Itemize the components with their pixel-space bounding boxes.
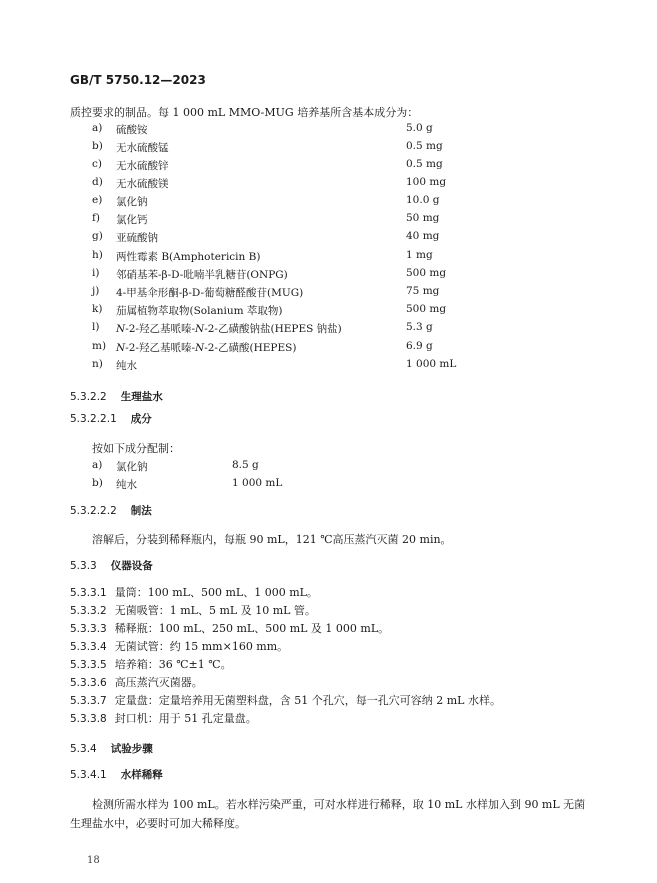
- item-text: 定量盘：定量培养用无菌塑料盘，含 51 个孔穴，每一孔穴可容纳 2 mL 水样。: [114, 694, 501, 707]
- item-name: 亚硫酸钠: [116, 232, 158, 244]
- list-item: [0, 122, 657, 134]
- item-amount: 0.5 mg: [406, 140, 443, 152]
- item-name: [116, 321, 342, 336]
- item-text: 无菌吸管：1 mL、5 mL 及 10 mL 管。: [114, 604, 316, 617]
- item-amount: 5.3 g: [406, 321, 433, 333]
- list-item: [0, 140, 657, 152]
- dilution-paragraph-line-2: 生理盐水中，必要时可加大稀释度。: [70, 817, 246, 830]
- list-item: [0, 477, 657, 489]
- list-item: [0, 285, 657, 297]
- list-item: [0, 230, 657, 242]
- item-amount: 40 mg: [406, 230, 440, 242]
- item-number: 5.3.3.5: [70, 659, 107, 671]
- list-item: [0, 249, 657, 261]
- list-item: [70, 638, 288, 654]
- item-name: 氯化钠: [116, 196, 148, 208]
- section-heading-5-3-4: [70, 741, 153, 756]
- item-label: i): [92, 267, 100, 279]
- item-label: a): [92, 122, 103, 134]
- item-amount: 75 mg: [406, 285, 440, 297]
- item-amount: 500 mg: [406, 267, 447, 279]
- item-amount: 8.5 g: [232, 459, 259, 471]
- item-number: 5.3.3.6: [70, 677, 107, 689]
- section-number: 5.3.2.2.2: [70, 505, 117, 517]
- list-item: [70, 584, 318, 600]
- section-title: 生理盐水: [120, 391, 163, 403]
- item-amount: 5.0 g: [406, 122, 433, 134]
- item-name: 氯化钙: [116, 214, 148, 226]
- item-name: 硫酸铵: [116, 124, 148, 136]
- item-number: 5.3.3.8: [70, 713, 107, 725]
- item-amount: 10.0 g: [406, 194, 440, 206]
- list-item: [0, 321, 657, 333]
- standard-code: GB/T 5750.12—2023: [70, 73, 206, 87]
- list-item: [0, 267, 657, 279]
- name-part: -2-羟乙基哌嗪-: [125, 323, 196, 335]
- item-name: 无水硫酸锰: [116, 142, 169, 154]
- item-label: f): [92, 212, 100, 224]
- section-heading-5-3-2-2-1: [70, 411, 152, 426]
- list-item: [0, 176, 657, 188]
- item-name: 两性霉素 B(Amphotericin B): [116, 251, 261, 263]
- item-label: a): [92, 459, 103, 471]
- item-number: 5.3.3.2: [70, 605, 107, 617]
- item-amount: 1 000 mL: [232, 477, 283, 489]
- item-text: 稀释瓶：100 mL、250 mL、500 mL 及 1 000 mL。: [114, 622, 390, 635]
- list-item: [0, 158, 657, 170]
- item-label: b): [92, 477, 103, 489]
- item-name: 4-甲基伞形酮-β-D-葡萄糖醛酸苷(MUG): [116, 287, 304, 299]
- item-text: 高压蒸汽灭菌器。: [114, 676, 203, 689]
- item-amount: 6.9 g: [406, 340, 433, 352]
- section-heading-5-3-2-2-2: [70, 503, 152, 518]
- item-amount: 1 mg: [406, 249, 433, 261]
- list-item: [0, 459, 657, 471]
- item-label: n): [92, 358, 103, 370]
- list-item: [70, 620, 389, 636]
- section-number: 5.3.2.2: [70, 391, 107, 403]
- preparation-text: 溶解后，分装到稀释瓶内，每瓶 90 mL，121 ℃高压蒸汽灭菌 20 min。: [92, 533, 452, 546]
- item-name: 茄属植物萃取物(Solanium 萃取物): [116, 305, 283, 317]
- list-item: [70, 602, 316, 618]
- item-number: 5.3.3.1: [70, 587, 107, 599]
- item-amount: 0.5 mg: [406, 158, 443, 170]
- italic-n: N: [195, 323, 205, 335]
- item-name: 邻硝基苯-β-D-吡喃半乳糖苷(ONPG): [116, 269, 288, 281]
- item-name: 纯水: [116, 479, 137, 491]
- section-number: 5.3.4.1: [70, 769, 107, 781]
- item-name: 无水硫酸锌: [116, 160, 169, 172]
- item-label: h): [92, 249, 103, 261]
- item-number: 5.3.3.7: [70, 695, 107, 707]
- section-title: 成分: [130, 413, 152, 425]
- item-label: d): [92, 176, 103, 188]
- item-text: 量筒：100 mL、500 mL、1 000 mL。: [114, 586, 318, 599]
- section-number: 5.3.2.2.1: [70, 413, 117, 425]
- section-title: 仪器设备: [110, 560, 153, 572]
- italic-n: N: [116, 342, 126, 354]
- italic-n: N: [116, 323, 126, 335]
- name-part: -2-乙磺酸钠盐(HEPES 钠盐): [204, 323, 342, 335]
- list-item: [70, 674, 203, 690]
- item-label: e): [92, 194, 103, 206]
- item-name: 纯水: [116, 360, 137, 370]
- item-label: b): [92, 140, 103, 152]
- item-amount: 50 mg: [406, 212, 440, 224]
- section-heading-5-3-2-2: [70, 389, 163, 404]
- item-label: m): [92, 340, 107, 352]
- item-label: g): [92, 230, 103, 242]
- list-item: [70, 692, 501, 708]
- list-item: [70, 710, 257, 726]
- item-label: c): [92, 158, 102, 170]
- item-amount: 500 mg: [406, 303, 447, 315]
- item-amount: 1 000 mL: [406, 358, 457, 370]
- list-item: [0, 340, 657, 352]
- name-part: -2-羟乙基哌嗪-: [125, 342, 196, 354]
- section-title: 制法: [130, 505, 152, 517]
- list-item: [0, 194, 657, 206]
- saline-intro: 按如下成分配制：: [92, 442, 180, 455]
- italic-n: N: [195, 342, 205, 354]
- dilution-paragraph-line-1: 检测所需水样为 100 mL。若水样污染严重，可对水样进行稀释，取 10 mL 水样加入到 90 mL 无菌: [92, 798, 586, 811]
- section-title: 试验步骤: [110, 743, 153, 755]
- item-text: 无菌试管：约 15 mm×160 mm。: [114, 640, 289, 653]
- list-item: [0, 303, 657, 315]
- item-number: 5.3.3.4: [70, 641, 107, 653]
- list-item: [70, 656, 232, 672]
- item-name: [116, 340, 296, 355]
- item-label: k): [92, 303, 103, 315]
- section-title: 水样稀释: [120, 769, 163, 781]
- item-number: 5.3.3.3: [70, 623, 107, 635]
- item-label: j): [92, 285, 100, 297]
- list-item: [0, 358, 657, 370]
- item-name: 无水硫酸镁: [116, 178, 169, 190]
- intro-text: 质控要求的制品。每 1 000 mL MMO-MUG 培养基所含基本成分为：: [70, 106, 419, 119]
- name-part: -2-乙磺酸(HEPES): [204, 342, 297, 354]
- item-text: 培养箱：36 ℃±1 ℃。: [114, 658, 232, 671]
- section-heading-5-3-3: [70, 558, 153, 573]
- item-label: l): [92, 321, 100, 333]
- item-name: 氯化钠: [116, 461, 148, 473]
- section-number: 5.3.3: [70, 560, 97, 572]
- item-amount: 100 mg: [406, 176, 447, 188]
- section-heading-5-3-4-1: [70, 767, 163, 782]
- list-item: [0, 212, 657, 224]
- item-text: 封口机：用于 51 孔定量盘。: [114, 712, 257, 725]
- section-number: 5.3.4: [70, 743, 97, 755]
- page-number: 18: [87, 855, 100, 866]
